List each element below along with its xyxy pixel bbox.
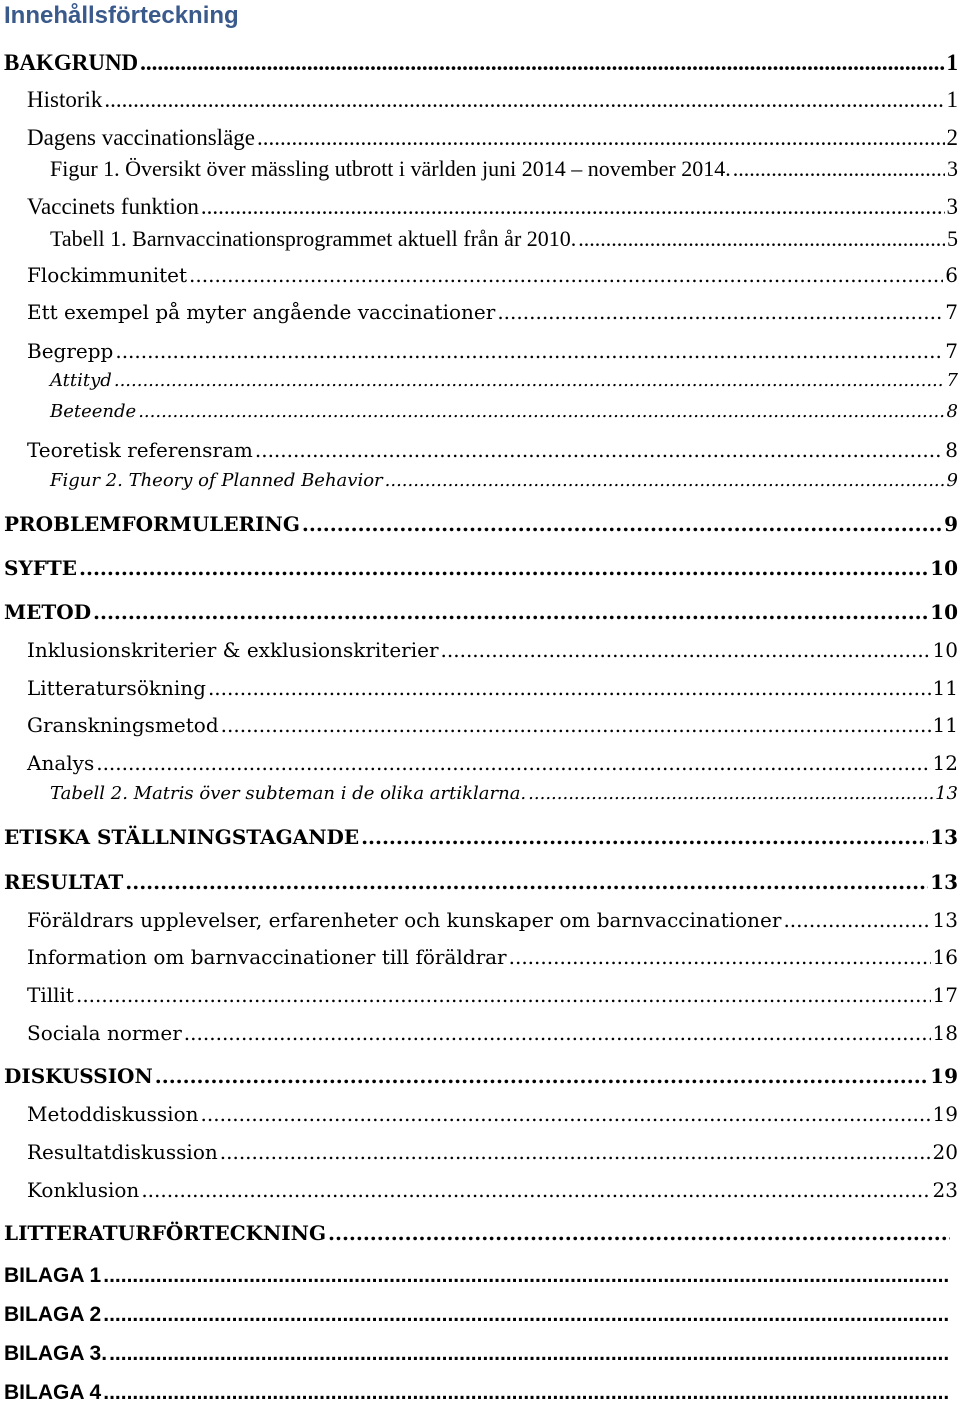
toc-entry-label: Historik [27, 87, 103, 112]
toc-entry-label: Information om barnvaccinationer till föräldrar [27, 945, 507, 969]
toc-page-number: 13 [930, 825, 958, 849]
toc-page-number: 11 [932, 713, 958, 737]
dot-leader [184, 1021, 931, 1045]
toc-page-number: 12 [932, 751, 958, 775]
toc-page-number: 2 [946, 125, 958, 150]
dot-leader [96, 751, 930, 775]
toc-entry-label: Tillit [27, 983, 74, 1007]
dot-leader [103, 1303, 950, 1327]
dot-leader [79, 556, 928, 580]
dot-leader [441, 638, 931, 662]
toc-entry-label: Konklusion [27, 1178, 140, 1202]
toc-entry-label: Ett exempel på myter angående vaccinationer [27, 300, 496, 324]
dot-leader [220, 1140, 931, 1164]
toc-page-number: 13 [930, 870, 958, 894]
toc-page-number: 3 [946, 194, 958, 219]
toc-page-number: 1 [946, 50, 958, 75]
toc-entry-inklusionskriterier[interactable] [27, 638, 958, 662]
toc-page-number: 17 [932, 983, 958, 1007]
toc-entry-label: Dagens vaccinationsläge [27, 125, 255, 150]
dot-leader [155, 1064, 928, 1088]
dot-leader [93, 600, 928, 624]
toc-entry-label: Begrepp [27, 339, 114, 363]
dot-leader [138, 401, 944, 422]
toc-entry-label: Tabell 2. Matris över subteman i de olika artiklarna. [50, 783, 527, 804]
dot-leader [302, 512, 942, 536]
toc-page-number: 10 [930, 600, 958, 624]
toc-page-number: 3 [947, 156, 958, 181]
toc-entry-resultat[interactable] [4, 870, 958, 894]
dot-leader [361, 825, 928, 849]
toc-entry-etiska-stallningstagande[interactable] [4, 825, 958, 849]
toc-entry-label: RESULTAT [4, 870, 124, 894]
toc-entry-syfte[interactable] [4, 556, 958, 580]
toc-page-number: 13 [935, 783, 958, 804]
toc-page-number: 9 [944, 512, 958, 536]
toc-page-number: 19 [932, 1102, 958, 1126]
toc-page-number: 10 [932, 638, 958, 662]
toc-page-number: 8 [945, 438, 958, 462]
toc-entry-label: Flockimmunitet [27, 263, 188, 287]
dot-leader [328, 1221, 950, 1245]
toc-entry-label: Resultatdiskussion [27, 1140, 218, 1164]
toc-page-number: 7 [946, 370, 958, 391]
toc-page-number: 10 [930, 556, 958, 580]
toc-entry-bilaga-3[interactable] [4, 1342, 952, 1366]
dot-leader [733, 156, 945, 182]
toc-page-number: 8 [946, 401, 958, 422]
toc-entry-myter[interactable] [27, 300, 958, 324]
toc-entry-metoddiskussion[interactable] [27, 1102, 958, 1126]
toc-entry-label: BILAGA 2 [4, 1303, 102, 1326]
dot-leader [221, 713, 931, 737]
toc-entry-konklusion[interactable] [27, 1178, 958, 1202]
dot-leader [201, 1102, 931, 1126]
toc-page-number: 20 [932, 1140, 958, 1164]
toc-entry-litteratursokning[interactable] [27, 676, 958, 700]
toc-entry-attityd[interactable] [50, 370, 958, 391]
dot-leader [103, 1264, 950, 1288]
toc-entry-label: Litteratursökning [27, 676, 206, 700]
toc-page-number: 9 [946, 470, 958, 491]
toc-entry-historik[interactable] [27, 87, 958, 113]
toc-title: Innehållsförteckning [4, 2, 239, 29]
toc-entry-analys[interactable] [27, 751, 958, 775]
toc-page-number: 16 [932, 945, 958, 969]
dot-leader [104, 87, 944, 113]
toc-entry-label: Inklusionskriterier & exklusionskriterier [27, 638, 439, 662]
dot-leader [255, 438, 943, 462]
toc-page-number: 19 [930, 1064, 958, 1088]
toc-page-number: 18 [932, 1021, 958, 1045]
dot-leader [783, 908, 930, 932]
toc-entry-label: BILAGA 4 [4, 1381, 102, 1404]
toc-page-number: 11 [932, 676, 958, 700]
toc-entry-label: DISKUSSION [4, 1064, 153, 1088]
toc-entry-vaccinets-funktion[interactable] [27, 194, 958, 220]
dot-leader [189, 263, 943, 287]
toc-entry-begrepp[interactable] [27, 339, 958, 363]
dot-leader [208, 676, 931, 700]
toc-entry-label: Föräldrars upplevelser, erfarenheter och kunskaper om barnvaccinationer [27, 908, 782, 932]
toc-entry-tabell-1[interactable] [50, 226, 958, 252]
toc-entry-dagens-vaccinationslage[interactable] [27, 125, 958, 151]
toc-entry-sociala-normer[interactable] [27, 1021, 958, 1045]
dot-leader [385, 470, 945, 491]
toc-page-number: 6 [945, 263, 958, 287]
toc-page-number: 7 [945, 339, 958, 363]
dot-leader [257, 125, 945, 151]
toc-entry-label: BILAGA 3. [4, 1342, 108, 1365]
toc-entry-figur-1[interactable] [50, 156, 958, 182]
toc-entry-label: METOD [4, 600, 92, 624]
toc-entry-label: SYFTE [4, 556, 78, 580]
dot-leader [201, 194, 945, 220]
toc-entry-bilaga-4[interactable] [4, 1381, 952, 1405]
toc-entry-label: Figur 2. Theory of Planned Behavior [50, 470, 383, 491]
dot-leader [115, 339, 943, 363]
dot-leader [140, 50, 944, 76]
toc-entry-bakgrund[interactable] [4, 50, 958, 76]
toc-entry-litteraturforteckning[interactable] [4, 1221, 952, 1245]
dot-leader [109, 1342, 950, 1366]
toc-entry-resultatdiskussion[interactable] [27, 1140, 958, 1164]
dot-leader [509, 945, 931, 969]
toc-page-number: 1 [946, 87, 958, 112]
toc-entry-tabell-2[interactable] [50, 783, 958, 804]
dot-leader [578, 226, 945, 252]
toc-entry-foraldrars-upplevelser[interactable] [27, 908, 958, 932]
toc-entry-problemformulering[interactable] [4, 512, 958, 536]
toc-entry-label: Tabell 1. Barnvaccinationsprogrammet aktuell från år 2010. [50, 226, 577, 251]
toc-entry-label: ETISKA STÄLLNINGSTAGANDE [4, 825, 360, 849]
toc-entry-label: BILAGA 1 [4, 1264, 102, 1287]
toc-entry-label: Teoretisk referensram [27, 438, 253, 462]
toc-entry-label: Metoddiskussion [27, 1102, 199, 1126]
toc-entry-granskningsmetod[interactable] [27, 713, 958, 737]
toc-entry-label: PROBLEMFORMULERING [4, 512, 300, 536]
toc-entry-label: Analys [27, 751, 95, 775]
toc-page-number: 13 [932, 908, 958, 932]
dot-leader [103, 1381, 950, 1405]
toc-entry-flockimmunitet[interactable] [27, 263, 958, 287]
dot-leader [528, 783, 933, 804]
toc-entry-diskussion[interactable] [4, 1064, 958, 1088]
dot-leader [125, 870, 928, 894]
toc-page-number: 7 [945, 300, 958, 324]
toc-entry-figur-2[interactable] [50, 470, 958, 491]
dot-leader [76, 983, 931, 1007]
toc-entry-bilaga-1[interactable] [4, 1264, 952, 1288]
toc-entry-label: Granskningsmetod [27, 713, 219, 737]
toc-entry-label: Attityd [50, 370, 112, 391]
dot-leader [114, 370, 945, 391]
toc-entry-information[interactable] [27, 945, 958, 969]
dot-leader [141, 1178, 930, 1202]
toc-entry-tillit[interactable] [27, 983, 958, 1007]
toc-entry-beteende[interactable] [50, 401, 958, 422]
toc-entry-teoretisk-referensram[interactable] [27, 438, 958, 462]
toc-entry-label: Beteende [50, 401, 137, 422]
toc-entry-label: Figur 1. Översikt över mässling utbrott i världen juni 2014 – november 2014. [50, 156, 731, 181]
toc-page-number: 5 [947, 226, 958, 251]
toc-entry-metod[interactable] [4, 600, 958, 624]
toc-entry-bilaga-2[interactable] [4, 1303, 952, 1327]
toc-entry-label: Vaccinets funktion [27, 194, 199, 219]
toc-page-number: 23 [932, 1178, 958, 1202]
toc-entry-label: BAKGRUND [4, 50, 139, 75]
toc-entry-label: LITTERATURFÖRTECKNING [4, 1221, 327, 1245]
toc-entry-label: Sociala normer [27, 1021, 182, 1045]
dot-leader [497, 300, 943, 324]
